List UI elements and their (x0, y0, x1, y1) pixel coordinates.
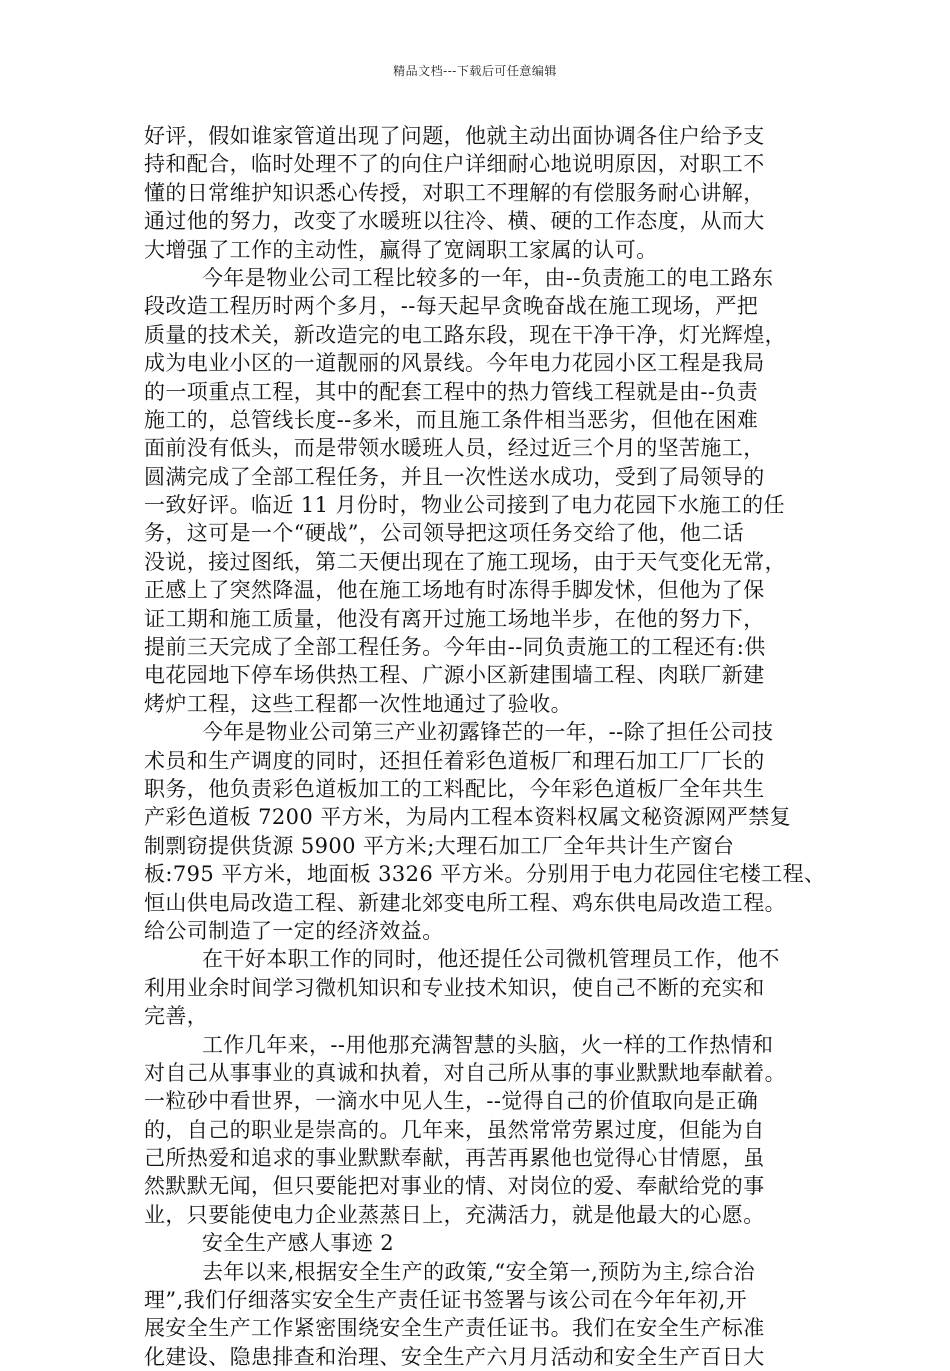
text-line: 质量的技术关，新改造完的电工路东段，现在干净干净，灯光辉煌， (144, 322, 786, 347)
text-line: 己所热爱和追求的事业默默奉献，再苦再累他也觉得心甘情愿，虽 (144, 1146, 765, 1171)
text-line: 利用业余时间学习微机知识和专业技术知识，使自己不断的充实和 (144, 975, 765, 1000)
text-line: 面前没有低头，而是带领水暖班人员，经过近三个月的坚苦施工， (144, 436, 765, 461)
text-line: 今年是物业公司工程比较多的一年，由--负责施工的电工路东 (202, 265, 774, 290)
text-line: 对自己从事事业的真诚和执着，对自己所从事的事业默默地奉献着。 (144, 1060, 786, 1085)
text-line: 然默默无闻，但只要能把对事业的情、对岗位的爱、奉献给党的事 (144, 1174, 765, 1199)
text-line: 展安全生产工作紧密围绕安全生产责任证书。我们在安全生产标准 (144, 1316, 765, 1341)
text-line: 大增强了工作的主动性，赢得了宽阔职工家属的认可。 (144, 237, 658, 262)
text-line: 好评，假如谁家管道出现了问题，他就主动出面协调各住户给予支 (144, 124, 765, 148)
text-line: 产彩色道板 7200 平方米，为局内工程本资料权属文秘资源网严禁复 (144, 805, 791, 830)
text-line: 成为电业小区的一道靓丽的风景线。今年电力花园小区工程是我局 (144, 351, 765, 376)
text-line: 证工期和施工质量，他没有离开过施工场地半步，在他的努力下， (144, 606, 765, 631)
text-line: 完善， (144, 1004, 209, 1029)
text-line: 一致好评。临近 11 月份时，物业公司接到了电力花园下水施工的任 (144, 493, 785, 518)
document-body (144, 122, 826, 1371)
text-line: 化建设、隐患排查和治理、安全生产六月月活动和安全生产百日大 (144, 1344, 765, 1369)
text-line: 提前三天完成了全部工程任务。今年由--同负责施工的工程还有:供 (144, 635, 766, 660)
text-line: 业，只要能使电力企业蒸蒸日上，充满活力，就是他最大的心愿。 (144, 1202, 765, 1227)
text-line: 安全生产感人事迹 2 (202, 1231, 395, 1256)
text-line: 务，这可是一个“硬战”，公司领导把这项任务交给了他，他二话 (144, 521, 745, 546)
text-line: 持和配合，临时处理不了的向住户详细耐心地说明原因，对职工不 (144, 152, 765, 177)
text-line: 工作几年来，--用他那充满智慧的头脑，火一样的工作热情和 (202, 1032, 774, 1057)
text-line: 职务，他负责彩色道板加工的工料配比，今年彩色道板厂全年共生 (144, 776, 765, 801)
text-line: 懂的日常维护知识悉心传授，对职工不理解的有偿服务耐心讲解， (144, 180, 765, 205)
text-line: 没说，接过图纸，第二天便出现在了施工现场，由于天气变化无常， (144, 549, 786, 574)
text-line: 术员和生产调度的同时，还担任着彩色道板厂和理石加工厂厂长的 (144, 748, 765, 773)
text-line: 的一项重点工程，其中的配套工程中的热力管线工程就是由--负责 (144, 379, 759, 404)
text-line: 在干好本职工作的同时，他还提任公司微机管理员工作，他不 (202, 947, 780, 972)
text-line: 正感上了突然降温，他在施工场地有时冻得手脚发怵，但他为了保 (144, 578, 765, 603)
text-line: 板:795 平方米，地面板 3326 平方米。分别用于电力花园住宅楼工程、 (144, 862, 826, 887)
text-line: 制剽窃提供货源 5900 平方米;大理石加工厂全年共计生产窗台 (144, 833, 735, 858)
text-line: 圆满完成了全部工程任务，并且一次性送水成功，受到了局领导的 (144, 464, 765, 489)
text-line: 电花园地下停车场供热工程、广源小区新建围墙工程、肉联厂新建 (144, 663, 765, 688)
text-line: 的，自己的职业是崇高的。几年来，虽然常常劳累过度，但能为自 (144, 1117, 765, 1142)
text-line: 给公司制造了一定的经济效益。 (144, 918, 444, 943)
text-line: 今年是物业公司第三产业初露锋芒的一年，--除了担任公司技 (202, 720, 774, 745)
page-header: 精品文档---下载后可任意编辑 (393, 64, 557, 78)
text-line: 施工的，总管线长度--多米，而且施工条件相当恶劣，但他在困难 (144, 407, 759, 432)
text-line: 一粒砂中看世界，一滴水中见人生，--觉得自己的价值取向是正确 (144, 1089, 759, 1114)
text-line: 恒山供电局改造工程、新建北郊变电所工程、鸡东供电局改造工程。 (144, 890, 786, 915)
text-line: 理”,我们仔细落实安全生产责任证书签署与该公司在今年年初,开 (144, 1288, 748, 1313)
text-line: 段改造工程历时两个多月，--每天起早贪晚奋战在施工现场，严把 (144, 294, 759, 319)
text-line: 去年以来,根据安全生产的政策,“安全第一,预防为主,综合治 (202, 1259, 756, 1284)
text-line: 烤炉工程，这些工程都一次性地通过了验收。 (144, 691, 572, 716)
text-line: 通过他的努力，改变了水暖班以往冷、横、硬的工作态度，从而大 (144, 209, 765, 234)
